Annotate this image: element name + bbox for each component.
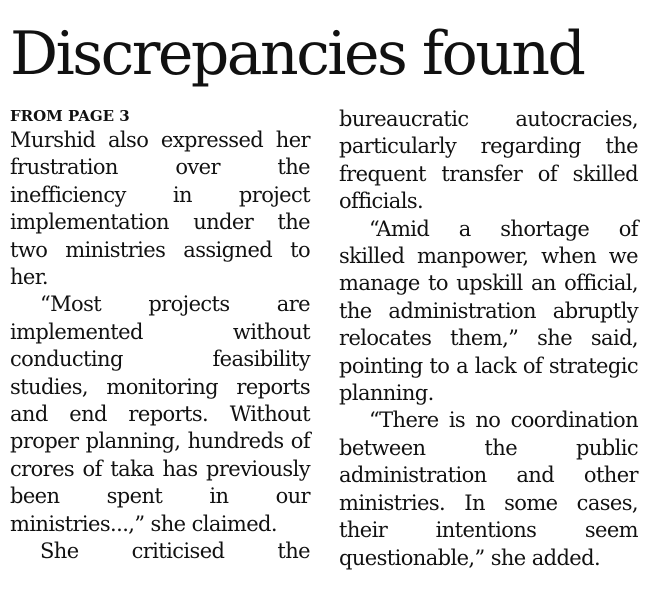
- paragraph-1: Murshid also expressed her frustration over the inefficiency in project implementation under the two ministries assigned to her.: [10, 128, 310, 290]
- headline: Discrepancies found: [10, 19, 584, 89]
- paragraph-3-continued: bureaucratic autocracies, particularly regarding the frequent transfer of skilled officials.: [339, 107, 638, 214]
- paragraph-3-start: She criticised the: [40, 539, 310, 564]
- paragraph-2: “Most projects are implemented without conducting feasibility studies, monitoring reports and end reports. Without proper planning, hundreds of crores of taka has previously been spent in our ministries...,” she claimed.: [10, 292, 310, 536]
- paragraph-5: “There is no coordination between the public administration and other ministries. In some cases, their intentions seem questionable,” she added.: [339, 408, 638, 570]
- article-column-right: [339, 106, 638, 572]
- article-column-left: [10, 106, 310, 566]
- paragraph-4: “Amid a shortage of skilled manpower, when we manage to upskill an official, the administration abruptly relocates them,” she said, pointing to a lack of strategic planning.: [339, 216, 638, 406]
- continued-from-label: FROM PAGE 3: [10, 107, 130, 125]
